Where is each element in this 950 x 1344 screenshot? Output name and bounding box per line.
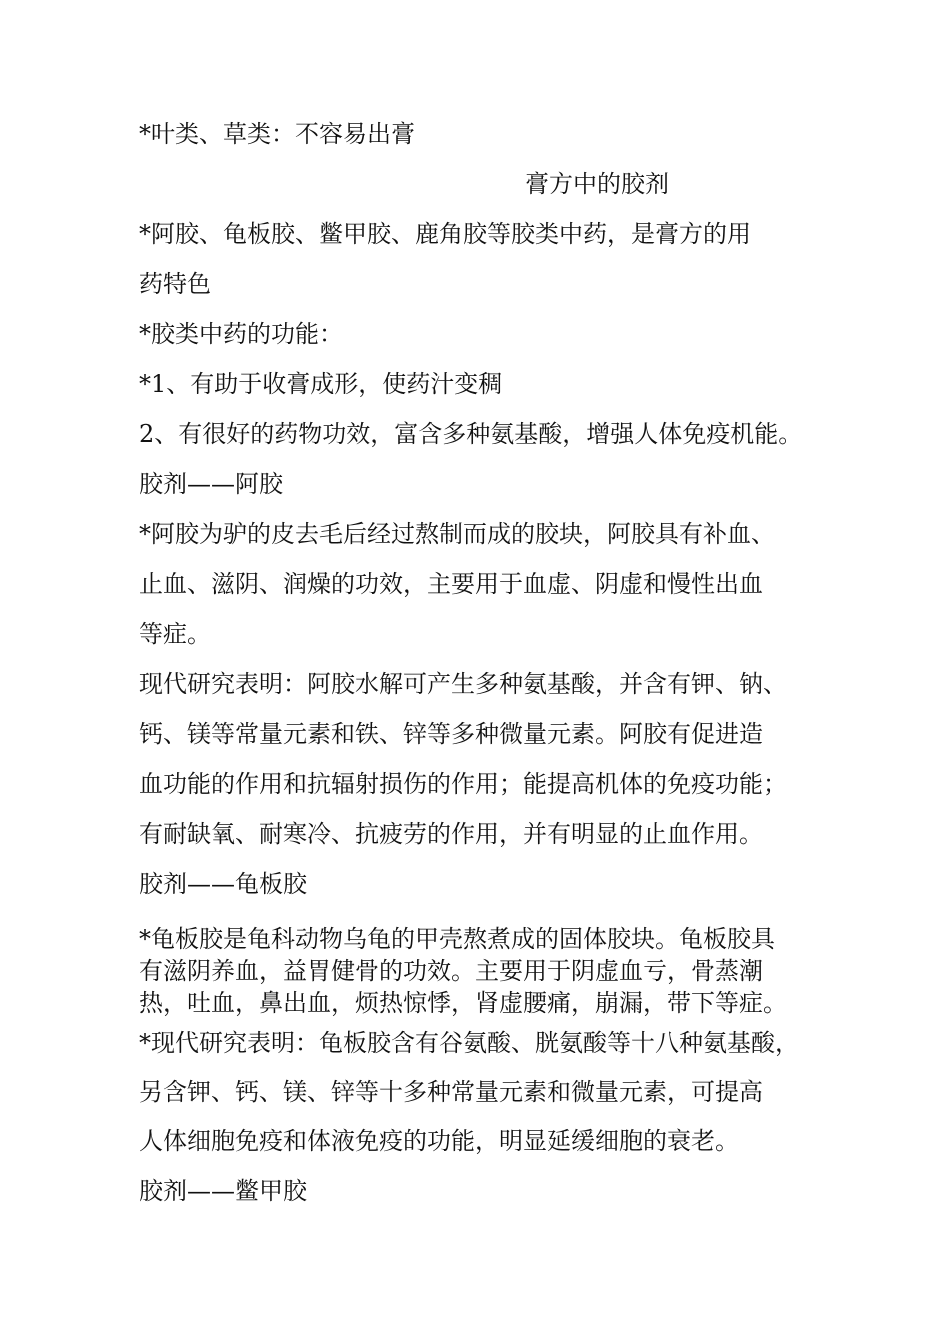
section-heading: 胶剂——鳖甲胶 xyxy=(139,1177,307,1205)
text-line: *阿胶、龟板胶、鳖甲胶、鹿角胶等胶类中药，是膏方的用 xyxy=(139,220,751,248)
text-line: *1、有助于收膏成形，使药汁变稠 xyxy=(139,370,503,398)
text-line: 人体细胞免疫和体液免疫的功能，明显延缓细胞的衰老。 xyxy=(139,1127,739,1155)
text-line: 现代研究表明：阿胶水解可产生多种氨基酸，并含有钾、钠、 xyxy=(139,670,787,698)
section-heading: 膏方中的胶剂 xyxy=(525,170,669,198)
text-line: *胶类中药的功能： xyxy=(139,320,343,348)
text-line: 钙、镁等常量元素和铁、锌等多种微量元素。阿胶有促进造 xyxy=(139,720,763,748)
text-line: *龟板胶是龟科动物乌龟的甲壳熬煮成的固体胶块。龟板胶具 xyxy=(139,925,775,953)
text-line: 另含钾、钙、镁、锌等十多种常量元素和微量元素，可提高 xyxy=(139,1078,763,1106)
text-line: 2、有很好的药物功效，富含多种氨基酸，增强人体免疫机能。 xyxy=(139,420,803,448)
text-line: 等症。 xyxy=(139,620,211,648)
text-line: 热，吐血，鼻出血，烦热惊悸，肾虚腰痛，崩漏，带下等症。 xyxy=(139,989,787,1017)
text-line: *叶类、草类：不容易出膏 xyxy=(139,120,415,148)
section-heading: 胶剂——龟板胶 xyxy=(139,870,307,898)
text-line: 有耐缺氧、耐寒冷、抗疲劳的作用，并有明显的止血作用。 xyxy=(139,820,763,848)
text-line: *阿胶为驴的皮去毛后经过熬制而成的胶块，阿胶具有补血、 xyxy=(139,520,775,548)
text-line: 血功能的作用和抗辐射损伤的作用；能提高机体的免疫功能； xyxy=(139,770,787,798)
text-line: 有滋阴养血，益胃健骨的功效。主要用于阴虚血亏，骨蒸潮 xyxy=(139,957,763,985)
text-line: 止血、滋阴、润燥的功效，主要用于血虚、阴虚和慢性出血 xyxy=(139,570,763,598)
text-line: 药特色 xyxy=(139,270,211,298)
text-line: *现代研究表明：龟板胶含有谷氨酸、胱氨酸等十八种氨基酸， xyxy=(139,1029,799,1057)
section-heading: 胶剂——阿胶 xyxy=(139,470,283,498)
